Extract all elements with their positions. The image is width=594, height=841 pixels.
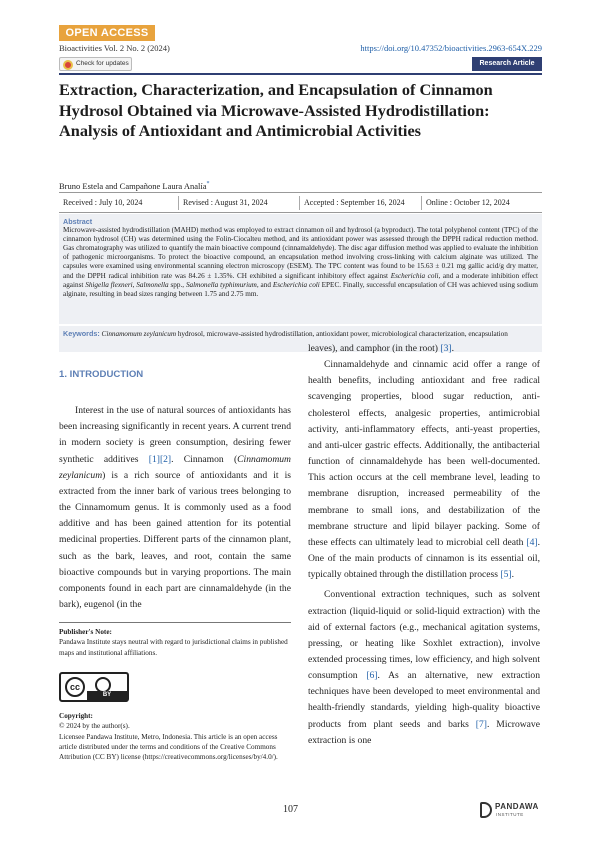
body-column-right	[308, 341, 540, 749]
journal-citation: Bioactivities Vol. 2 No. 2 (2024)	[59, 43, 170, 53]
revised-date: Revised : August 31, 2024	[179, 196, 300, 210]
keywords-label: Keywords:	[63, 329, 100, 338]
intro-paragraph-2: Cinnamaldehyde and cinnamic acid offer a range of health benefits, including antioxidant and free radical scavenging properties, blood sugar reduction, anti-cholesterol effects, analgesic properties, antimicrobial activity, anti-inflammatory effects, anti-yeast properties, and anti-ulcer gastric effects. Additionally, the antibacterial function of cinnamaldehyde has been well-documented. This action occurs at the cell membrane level, leading to membrane disruption, increased permeability of the membrane to small ions, and destabilization of the membrane structure and lipid bilayer packing. Some of these effects can ultimately lead to microbial cell death [4]. One of the main products of cinnamon is its essential oil, typically obtained through the distillation process [5].	[308, 359, 540, 581]
accepted-date: Accepted : September 16, 2024	[300, 196, 422, 210]
author-list	[59, 181, 210, 191]
cc-icon: cc	[65, 677, 85, 697]
publisher-note-text: Pandawa Institute stays neutral with regard to jurisdictional claims in published maps and institutional affiliations.	[59, 638, 288, 657]
abstract-text: Microwave-assisted hydrodistillation (MAHD) method was employed to extract cinnamon oil and hydrosol (a byproduct). The total polyphenol content (TPC) of the cinnamon hydrosol (CH) was determined using the Folin-Ciocalteu method, and its antioxidant power was assessed through the DPPH radical reduction method. Gas chromatography was utilized to quantify the main bioactive compound (cinnamaldehyde). The disc agar diffusion method was applied to evaluate the inhibition of pathogenic microorganisms. To protect the bioactive compound, an encapsulation method involving cross-linking with calcium alginate was utilized. The capsules were examined using environmental scanning electron microscopy (ESEM). The TPC content was found to be 15.63 ± 0.21 mg gallic acid/g dry matter, and the DPPH radical inhibition rate was 84.26 ± 1.35%. CH exhibited a significant inhibitory effect against Escherichia coli, and a moderate inhibition effect against Shigella flexneri, Salmonella spp., Salmonella typhimurium, and Escherichia coli EPEC. Finally, successful encapsulation of CH was achieved using sodium alginate, resulting in bead sizes ranging between 1.75 and 2.75 mm.	[63, 226, 539, 298]
section-heading-introduction: 1. INTRODUCTION	[59, 369, 144, 380]
article-title: Extraction, Characterization, and Encapsulation of Cinnamon Hydrosol Obtained via Microwave-Assisted Hydrodistillation: Analysis of Antioxidant and Antimicrobial Activities	[59, 80, 493, 140]
open-access-badge: OPEN ACCESS	[59, 25, 155, 41]
intro-paragraph-3: Conventional extraction techniques, such as solvent extraction (liquid-liquid or solid-liquid extraction) with the aid of external factors (e.g., mechanical agitation systems, pressing, or heating like Soxhlet extraction), involve extended processing times, low efficiency, and high solvent consumption [6]. As an alternative, new extraction techniques have been developed to meet environmental and health-friendly standards, yielding high-quality bioactive products from plant seeds and barks [7]. Microwave extraction is one	[308, 589, 540, 746]
publisher-name: PANDAWA	[495, 802, 539, 811]
intro-paragraph-1: Interest in the use of natural sources of antioxidants has been increasing significantly in recent years. A current trend in modern society is green consumption, desiring fewer synthetic additives [1][2]. Cinnamon (Cinnamomum zeylanicum) is a rich source of antioxidants and it is extracted from the inner bark of various trees belonging to the Cinnamomum genus. It is commonly used as a food additive and has been gained attention for its potential medicinal properties. Different parts of the cinnamon plant, such as the bark, leaves, and root, contain the same bioactive compounds but in varying proportions. The main components found in each part are cinnamaldehyde (in the bark), eugenol (in the	[59, 405, 291, 611]
check-updates-label: Check for updates	[76, 60, 129, 67]
authors-text: Bruno Estela and Campañone Laura Analía	[59, 181, 207, 191]
check-updates-icon	[63, 60, 73, 70]
by-label: BY	[87, 691, 127, 700]
pandawa-logo-icon	[480, 802, 492, 818]
citation-link[interactable]: [1]	[148, 453, 160, 465]
cc-by-license-icon[interactable]	[59, 672, 129, 702]
received-date: Received : July 10, 2024	[59, 196, 179, 210]
copyright-heading: Copyright:	[59, 712, 93, 721]
doi-link[interactable]: https://doi.org/10.47352/bioactivities.2963-654X.229	[360, 43, 542, 53]
citation-link[interactable]: [5]	[500, 569, 512, 581]
copyright-line: © 2024 by the author(s).	[59, 722, 130, 731]
article-dates	[59, 196, 542, 210]
corresponding-author-mark[interactable]: *	[206, 181, 210, 188]
publisher-logo	[480, 800, 542, 822]
keyword-species: Cinnamomum zeylanicum	[101, 330, 177, 338]
keywords-text: hydrosol, microwave-assisted hydrodistillation, antioxidant power, microbiological characterization, encapsulation	[176, 330, 508, 338]
check-for-updates-button[interactable]	[59, 57, 132, 71]
intro-paragraph-1-continued: leaves), and camphor (in the root) [3].	[308, 343, 454, 354]
citation-link[interactable]: [3]	[440, 343, 452, 354]
publisher-notes	[59, 622, 291, 763]
citation-link[interactable]: [2]	[159, 453, 172, 465]
online-date: Online : October 12, 2024	[426, 198, 510, 207]
header-divider	[59, 73, 542, 75]
publisher-subtitle: INSTITUTE	[496, 812, 524, 817]
citation-link[interactable]: [7]	[475, 718, 487, 730]
citation-link[interactable]: [6]	[366, 670, 378, 682]
license-text: Licensee Pandawa Institute, Metro, Indonesia. This article is an open access article distributed under the terms and conditions of the Creative Commons Attribution (CC BY) license (https://creativecommons.org/licenses/by/4.0/).	[59, 732, 278, 762]
publisher-note-heading: Publisher's Note:	[59, 628, 112, 636]
dates-divider	[59, 212, 542, 213]
body-column-left	[59, 367, 291, 613]
page-number: 107	[283, 804, 298, 815]
article-type-badge: Research Article	[472, 57, 542, 71]
citation-link[interactable]: [4]	[526, 536, 538, 548]
author-divider	[59, 192, 542, 193]
abstract-section	[59, 214, 542, 324]
abstract-label: Abstract	[63, 217, 93, 226]
